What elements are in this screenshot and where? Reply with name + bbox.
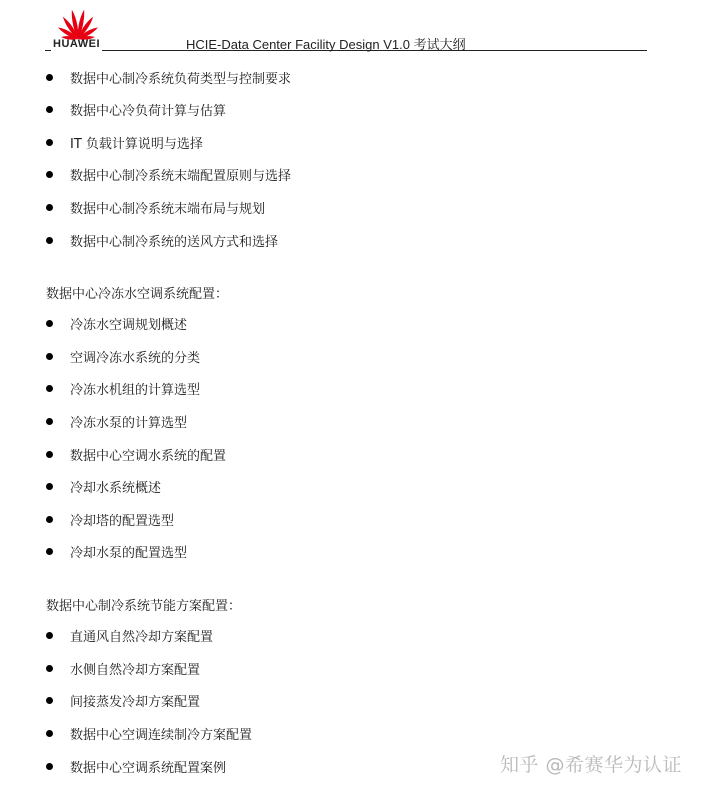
bullet-icon	[46, 632, 53, 639]
list-item	[46, 346, 200, 366]
page-header	[0, 0, 703, 56]
bullet-icon	[46, 353, 53, 360]
list-item	[46, 411, 187, 431]
list-item	[46, 164, 291, 184]
list-item-text: IT 负载计算说明与选择	[70, 136, 203, 152]
list-item	[46, 132, 203, 152]
bullet-icon	[46, 516, 53, 523]
header-rule-left	[45, 50, 51, 51]
list-item	[46, 197, 265, 217]
list-item	[46, 541, 187, 561]
list-item	[46, 313, 187, 333]
zhihu-watermark: 知乎 @希赛华为认证	[500, 754, 683, 776]
header-rule	[102, 50, 647, 51]
list-item-text: 冷却塔的配置选型	[70, 513, 175, 529]
logo-wordmark: HUAWEI	[53, 38, 100, 50]
bullet-icon	[46, 665, 53, 672]
list-item	[46, 509, 174, 529]
list-item-text: 冷却水泵的配置选型	[70, 545, 188, 561]
list-item-text: 数据中心空调连续制冷方案配置	[70, 727, 253, 743]
list-item-text: 数据中心制冷系统的送风方式和选择	[70, 234, 279, 250]
list-item	[46, 658, 200, 678]
list-item-text: 直通风自然冷却方案配置	[70, 629, 214, 645]
bullet-icon	[46, 418, 53, 425]
bullet-icon	[46, 74, 53, 81]
list-item-text: 冷却水系统概述	[70, 480, 162, 496]
bullet-icon	[46, 730, 53, 737]
list-item-text: 间接蒸发冷却方案配置	[70, 694, 201, 710]
list-item-text: 冷冻水空调规划概述	[70, 317, 188, 333]
list-item	[46, 756, 226, 776]
bullet-icon	[46, 385, 53, 392]
bullet-icon	[46, 483, 53, 490]
list-item-text: 数据中心空调系统配置案例	[70, 760, 227, 776]
list-item	[46, 230, 278, 250]
bullet-icon	[46, 320, 53, 327]
list-item-text: 数据中心空调水系统的配置	[70, 448, 227, 464]
section-heading: 数据中心冷冻水空调系统配置：	[46, 287, 229, 302]
bullet-icon	[46, 204, 53, 211]
list-item-text: 空调冷冻水系统的分类	[70, 350, 201, 366]
bullet-icon	[46, 451, 53, 458]
bullet-icon	[46, 139, 53, 146]
bullet-icon	[46, 548, 53, 555]
list-item-text: 数据中心制冷系统末端配置原则与选择	[70, 168, 292, 184]
list-item	[46, 444, 226, 464]
list-item-text: 数据中心制冷系统末端布局与规划	[70, 201, 266, 217]
list-item-text: 数据中心制冷系统负荷类型与控制要求	[70, 71, 292, 87]
list-item-text: 水侧自然冷却方案配置	[70, 662, 201, 678]
bullet-icon	[46, 697, 53, 704]
list-item	[46, 690, 200, 710]
list-item	[46, 99, 226, 119]
bullet-icon	[46, 237, 53, 244]
list-item	[46, 378, 200, 398]
huawei-flower-icon	[50, 6, 106, 40]
document-title: HCIE-Data Center Facility Design V1.0 考试大纲	[186, 37, 466, 52]
list-item-text: 冷冻水泵的计算选型	[70, 415, 188, 431]
list-item	[46, 476, 161, 496]
bullet-icon	[46, 171, 53, 178]
list-item-text: 冷冻水机组的计算选型	[70, 382, 201, 398]
section-heading: 数据中心制冷系统节能方案配置：	[46, 599, 242, 614]
list-item	[46, 723, 252, 743]
list-item-text: 数据中心冷负荷计算与估算	[70, 103, 227, 119]
list-item	[46, 625, 213, 645]
bullet-icon	[46, 763, 53, 770]
list-item	[46, 67, 291, 87]
bullet-icon	[46, 106, 53, 113]
